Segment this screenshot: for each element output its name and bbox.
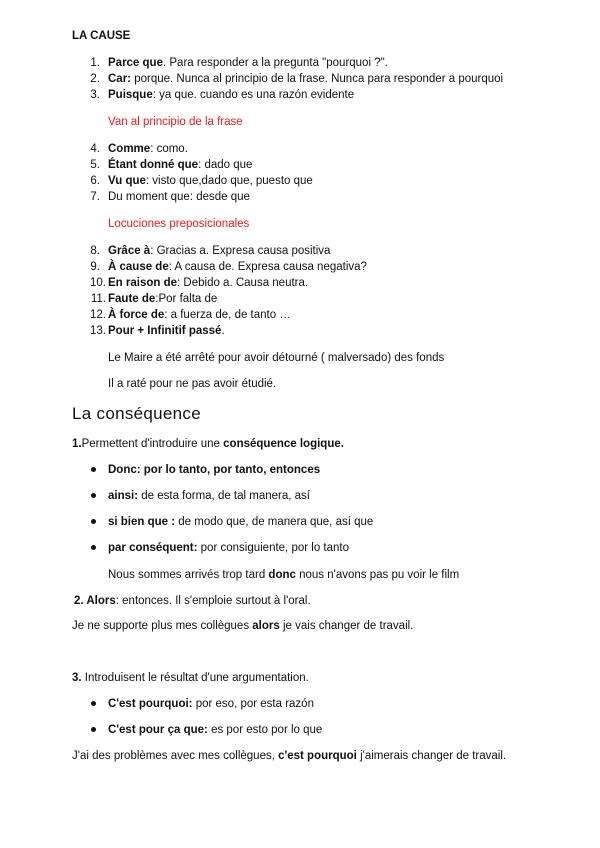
list-item: Parce que. Para responder a la pregunta "pourquoi ?". <box>108 57 388 69</box>
list-item: À force de: a fuerza de, de tanto … <box>108 309 291 321</box>
example-sentence: J'ai des problèmes avec mes collègues, c'est pourquoi j'aimerais changer de travail. <box>72 750 507 762</box>
bullet-dot <box>91 701 96 706</box>
list-number: 9. <box>90 261 100 273</box>
note-red: Van al principio de la frase <box>108 116 243 128</box>
list-item: par conséquent: por consiguiente, por lo tanto <box>108 542 349 554</box>
example-sentence: Il a raté pour ne pas avoir étudié. <box>108 378 277 390</box>
list-item: Grâce à: Gracias a. Expresa causa positiva <box>108 245 331 257</box>
section-title-consequence: La conséquence <box>72 404 201 423</box>
list-item: Comme: como. <box>108 143 188 155</box>
paragraph-1: 1.Permettent d'introduire une conséquence logique. <box>72 438 344 450</box>
list-item: Donc: por lo tanto, por tanto, entonces <box>108 464 321 476</box>
list-number: 12. <box>90 309 106 321</box>
list-item: Du moment que: desde que <box>108 191 250 203</box>
list-number: 6. <box>90 175 100 187</box>
list-item: En raison de: Debido a. Causa neutra. <box>108 277 309 289</box>
list-number: 2. <box>90 73 100 85</box>
list-item: Puisque: ya que. cuando es una razón evidente <box>108 89 355 101</box>
list-item: si bien que : de modo que, de manera que, así que <box>108 516 374 528</box>
list-item: À cause de: A causa de. Expresa causa negativa? <box>108 261 367 273</box>
list-item: Car: porque. Nunca al principio de la frase. Nunca para responder a pourquoi <box>108 73 504 85</box>
list-number: 1. <box>90 57 100 69</box>
list-number: 3. <box>90 89 100 101</box>
bullet-dot <box>91 493 96 498</box>
example-sentence: Nous sommes arrivés trop tard donc nous n'avons pas pu voir le film <box>108 569 460 581</box>
list-number: 5. <box>90 159 100 171</box>
list-item: ainsi: de esta forma, de tal manera, así <box>108 490 310 502</box>
bullet-dot <box>91 467 96 472</box>
bullet-dot <box>91 545 96 550</box>
list-number: 10. <box>90 277 106 289</box>
bullet-dot <box>91 727 96 732</box>
section-title-cause: LA CAUSE <box>72 30 131 42</box>
example-sentence: Le Maire a été arrêté pour avoir détourné ( malversado) des fonds <box>108 352 445 364</box>
list-number: 7. <box>90 191 100 203</box>
list-item: Vu que: visto que,dado que, puesto que <box>108 175 313 187</box>
example-sentence: Je ne supporte plus mes collègues alors je vais changer de travail. <box>72 620 414 632</box>
note-red: Locuciones preposicionales <box>108 218 250 230</box>
list-number: 4. <box>90 143 100 155</box>
list-item: Étant donné que: dado que <box>108 159 253 171</box>
list-item: Pour + Infinitif passé. <box>108 325 225 337</box>
list-number: 13. <box>90 325 106 337</box>
bullet-dot <box>91 519 96 524</box>
paragraph-2: 2. Alors: entonces. Il s'emploie surtout à l'oral. <box>74 595 311 607</box>
list-number: 11. <box>90 293 106 305</box>
list-item: Faute de:Por falta de <box>108 293 218 305</box>
list-item: C'est pourquoi: por eso, por esta razón <box>108 698 314 710</box>
list-item: C'est pour ça que: es por esto por lo que <box>108 724 323 736</box>
paragraph-3: 3. Introduisent le résultat d'une argumentation. <box>72 672 309 684</box>
list-number: 8. <box>90 245 100 257</box>
